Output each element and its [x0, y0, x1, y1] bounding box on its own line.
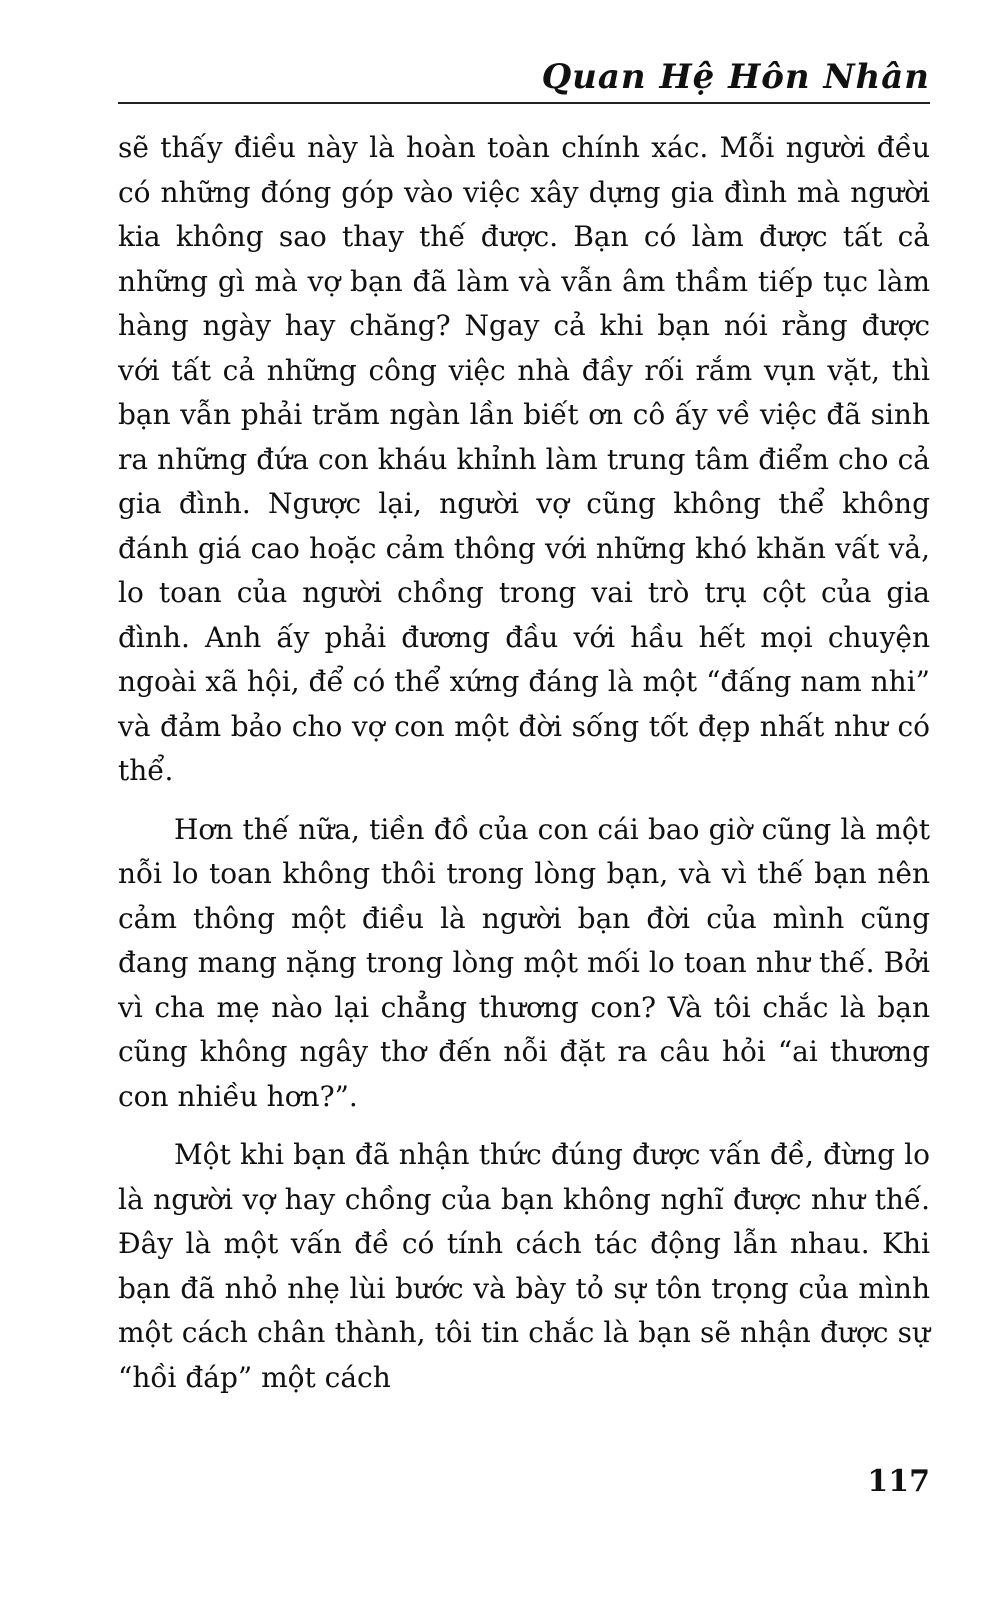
paragraph-2: Hơn thế nữa, tiền đồ của con cái bao giờ cũng là một nỗi lo toan không thôi trong lòng bạn, và vì thế bạn nên cảm thông một điều là người bạn đời của mình cũng đang mang nặng trong lòng một mối lo toan như thế. Bởi vì cha mẹ nào lại chẳng thương con? Và tôi chắc là bạn cũng không ngây thơ đến nỗi đặt ra câu hỏi “ai thương con nhiều hơn?”. — [118, 812, 930, 1113]
running-header-title: Quan Hệ Hôn Nhân — [541, 57, 930, 97]
page-number: 117 — [867, 1464, 930, 1499]
paragraph-3: Một khi bạn đã nhận thức đúng được vấn đề, đừng lo là người vợ hay chồng của bạn không nghĩ được như thế. Đây là một vấn đề có tính cách tác động lẫn nhau. Khi bạn đã nhỏ nhẹ lùi bước và bày tỏ sự tôn trọng của mình một cách chân thành, tôi tin chắc là bạn sẽ nhận được sự “hồi đáp” một cách — [118, 1138, 930, 1394]
body-text — [118, 126, 930, 1414]
paragraph-1: sẽ thấy điều này là hoàn toàn chính xác. Mỗi người đều có những đóng góp vào việc xây dựng gia đình mà người kia không sao thay thế được. Bạn có làm được tất cả những gì mà vợ bạn đã làm và vẫn âm thầm tiếp tục làm hàng ngày hay chăng? Ngay cả khi bạn nói rằng được với tất cả những công việc nhà đầy rối rắm vụn vặt, thì bạn vẫn phải trăm ngàn lần biết ơn cô ấy về việc đã sinh ra những đứa con kháu khỉnh làm trung tâm điểm cho cả gia đình. Ngược lại, người vợ cũng không thể không đánh giá cao hoặc cảm thông với những khó khăn vất vả, lo toan của người chồng trong vai trò trụ cột của gia đình. Anh ấy phải đương đầu với hầu hết mọi chuyện ngoài xã hội, để có thể xứng đáng là một “đấng nam nhi” và đảm bảo cho vợ con một đời sống tốt đẹp nhất như có thể. — [118, 131, 930, 787]
header-divider — [118, 102, 930, 104]
